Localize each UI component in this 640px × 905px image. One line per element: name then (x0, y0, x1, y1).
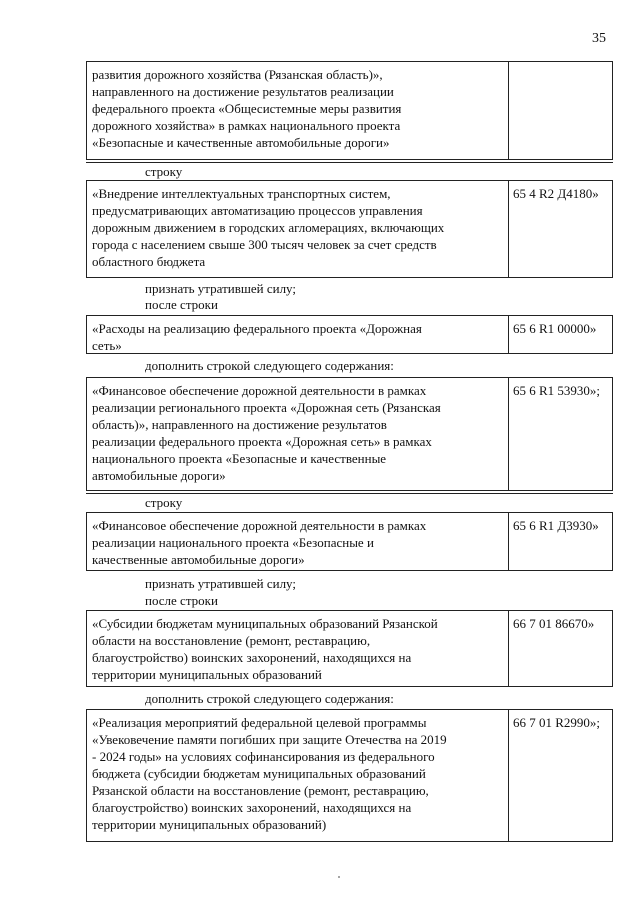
row-code: 65 6 R1 Д3930» (513, 518, 599, 533)
instruction-stroku: строку (145, 495, 183, 510)
instruction-add: дополнить строкой следующего содержания: (145, 691, 394, 706)
table-row (86, 61, 613, 160)
row-code: 66 7 01 R2990»; (513, 715, 601, 730)
row-text: «Расходы на реализацию федерального проекта «Дорожная сеть» (87, 316, 509, 353)
row-text: «Внедрение интеллектуальных транспортных систем, предусматривающих автоматизацию процессов управления дорожным движением в городских агломерациях, включающих города с населением свыше 300 тысяч человек за счет средств областного бюджета (87, 181, 509, 277)
row-code: 65 4 R2 Д4180» (513, 186, 599, 201)
row-code: 66 7 01 86670» (513, 616, 595, 631)
instruction-add: дополнить строкой следующего содержания: (145, 358, 394, 373)
table-row (86, 315, 613, 354)
row-text: развития дорожного хозяйства (Рязанская область)», направленного на достижение результатов реализации федерального проекта «Общесистемные меры развития дорожного хозяйства» в рамках национального проекта «Безопасные и качественные автомобильные дороги» (87, 62, 509, 159)
row-text: «Субсидии бюджетам муниципальных образований Рязанской области на восстановление (ремонт, реставрацию, благоустройство) воинских захоронений, находящихся на территории муниципальных образований (87, 611, 509, 686)
row-text: «Финансовое обеспечение дорожной деятельности в рамках реализации национального проекта «Безопасные и качественные автомобильные дороги» (87, 513, 509, 570)
row-text: «Реализация мероприятий федеральной целевой программы «Увековечение памяти погибших при защите Отечества на 2019 - 2024 годы» на условиях софинансирования из федерального бюджета (субсидии бюджетам муниципальных образований Рязанской области на восстановление (ремонт, реставрацию, благоустройство) воинских захоронений, находящихся на территории муниципальных образований) (87, 710, 509, 841)
table-row (86, 377, 613, 491)
table-row (86, 709, 613, 842)
row-code: 65 6 R1 53930»; (513, 383, 601, 398)
instruction-after: после строки (145, 297, 218, 312)
row-text: «Финансовое обеспечение дорожной деятельности в рамках реализации регионального проекта «Дорожная сеть (Рязанская область)», направленного на достижение результатов реализации федерального проекта «Дорожная сеть» в рамках национального проекта «Безопасные и качественные автомобильные дороги» (87, 378, 509, 490)
instruction-invalid: признать утратившей силу; (145, 576, 296, 591)
scan-speck (338, 876, 340, 878)
row-code: 65 6 R1 00000» (513, 321, 597, 336)
table-row (86, 512, 613, 571)
table-row (86, 180, 613, 278)
instruction-after: после строки (145, 593, 218, 608)
instruction-invalid: признать утратившей силу; (145, 281, 296, 296)
instruction-stroku: строку (145, 164, 183, 179)
row-code (509, 62, 612, 159)
page-number: 35 (592, 31, 606, 46)
table-row (86, 610, 613, 687)
